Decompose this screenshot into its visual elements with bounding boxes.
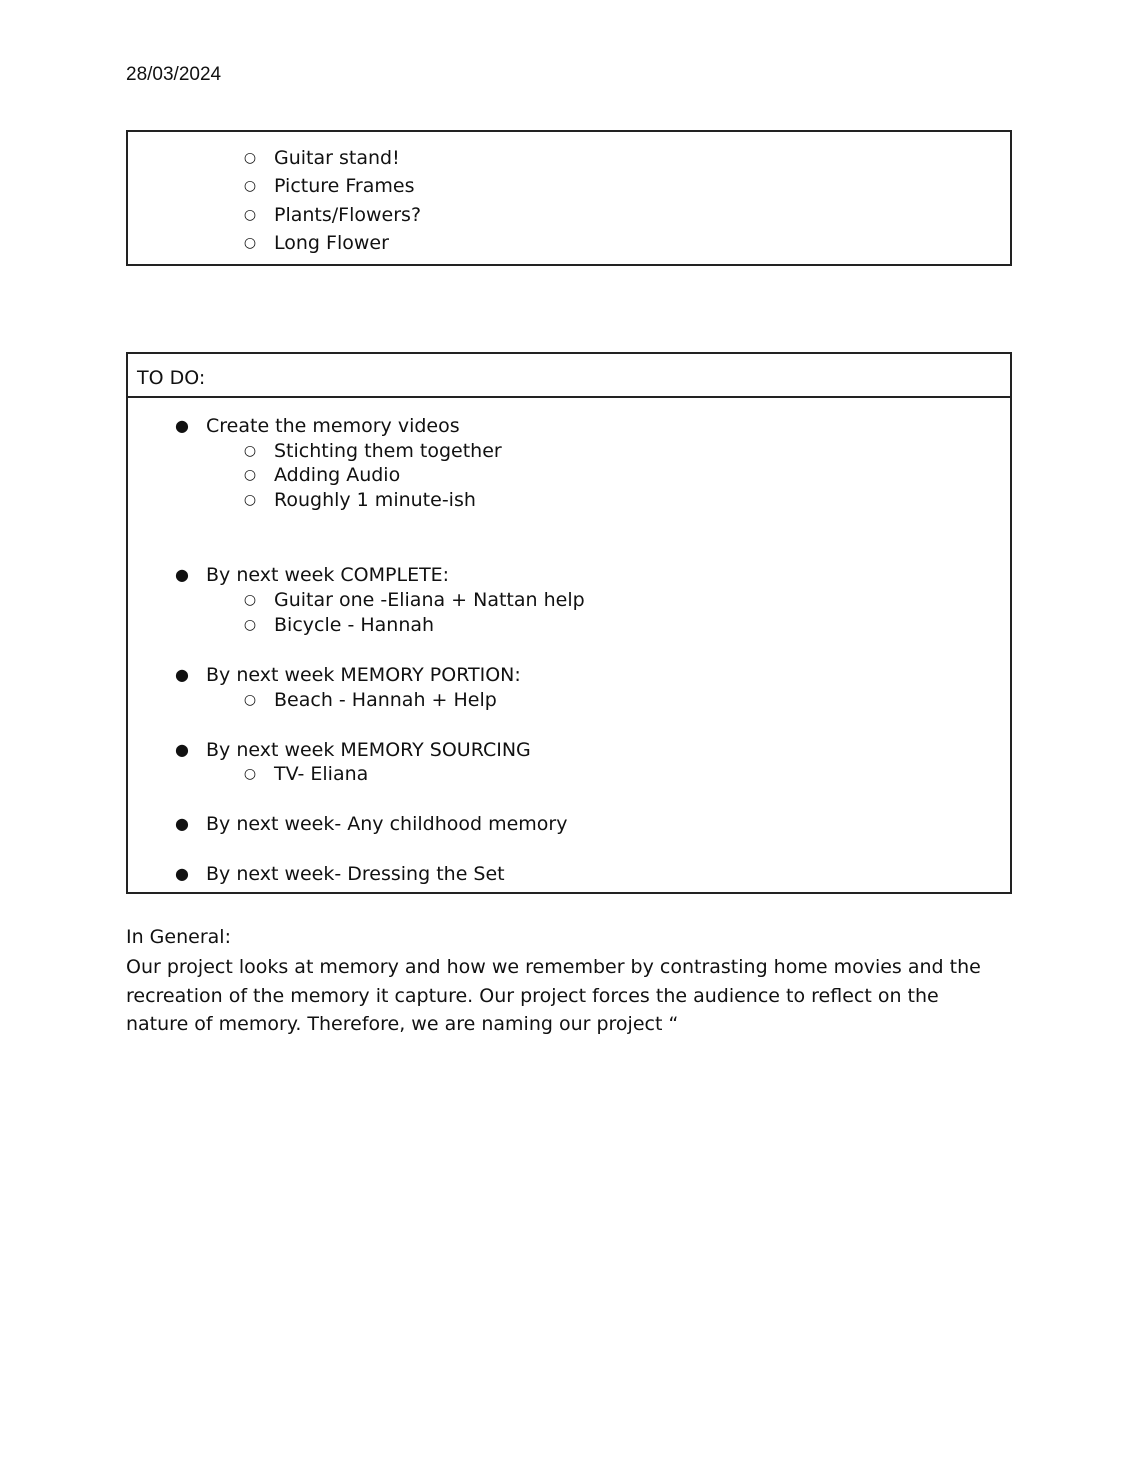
list-item — [243, 174, 415, 198]
bullet-icon: ● — [175, 565, 189, 584]
hollow-bullet-icon: ○ — [243, 150, 257, 166]
todo-subitem-text: Stichting them together — [274, 440, 502, 462]
materials-list-box — [126, 130, 1012, 266]
todo-item-text: By next week COMPLETE: — [206, 564, 450, 586]
list-item — [243, 203, 422, 227]
todo-item — [175, 738, 531, 762]
todo-subitem — [243, 463, 401, 487]
list-item-text: Guitar stand! — [274, 147, 400, 169]
list-item — [243, 146, 400, 170]
list-item — [243, 231, 389, 255]
bullet-icon: ● — [175, 814, 189, 833]
page-date: 28/03/2024 — [126, 64, 222, 85]
todo-subitem-text: Roughly 1 minute-ish — [274, 489, 476, 511]
todo-subitem — [243, 588, 585, 612]
bullet-icon: ● — [175, 416, 189, 435]
hollow-bullet-icon: ○ — [243, 492, 257, 508]
todo-box — [126, 352, 1012, 894]
todo-item — [175, 563, 450, 587]
hollow-bullet-icon: ○ — [243, 443, 257, 459]
list-item-text: Plants/Flowers? — [274, 204, 422, 226]
todo-subitem — [243, 439, 502, 463]
todo-subitem — [243, 613, 435, 637]
todo-item-text: By next week- Any childhood memory — [206, 813, 568, 835]
todo-subitem-text: Guitar one -Eliana + Nattan help — [274, 589, 585, 611]
hollow-bullet-icon: ○ — [243, 207, 257, 223]
todo-subitem — [243, 488, 476, 512]
todo-subitem-text: Bicycle - Hannah — [274, 614, 435, 636]
todo-item-text: By next week- Dressing the Set — [206, 863, 505, 885]
todo-item-text: By next week MEMORY SOURCING — [206, 739, 531, 761]
todo-subitem-text: Adding Audio — [274, 464, 401, 486]
general-paragraph: Our project looks at memory and how we remember by contrasting home movies and the recreation of the memory it capture. Our project forces the audience to reflect on the nature of memory. Therefore, we are naming our project “ — [126, 956, 981, 1035]
bullet-icon: ● — [175, 665, 189, 684]
todo-item — [175, 414, 460, 438]
todo-subitem — [243, 762, 369, 786]
list-item-text: Long Flower — [274, 232, 389, 254]
hollow-bullet-icon: ○ — [243, 692, 257, 708]
hollow-bullet-icon: ○ — [243, 235, 257, 251]
todo-item — [175, 663, 521, 687]
hollow-bullet-icon: ○ — [243, 766, 257, 782]
todo-subitem-text: Beach - Hannah + Help — [274, 689, 497, 711]
todo-item — [175, 862, 505, 886]
general-label: In General: — [126, 926, 231, 948]
hollow-bullet-icon: ○ — [243, 617, 257, 633]
bullet-icon: ● — [175, 740, 189, 759]
list-item-text: Picture Frames — [274, 175, 415, 197]
hollow-bullet-icon: ○ — [243, 467, 257, 483]
todo-item-text: By next week MEMORY PORTION: — [206, 664, 521, 686]
hollow-bullet-icon: ○ — [243, 592, 257, 608]
todo-subitem — [243, 688, 497, 712]
todo-item-text: Create the memory videos — [206, 415, 460, 437]
todo-subitem-text: TV- Eliana — [274, 763, 369, 785]
todo-item — [175, 812, 568, 836]
todo-header: TO DO: — [128, 354, 1010, 398]
hollow-bullet-icon: ○ — [243, 178, 257, 194]
bullet-icon: ● — [175, 864, 189, 883]
